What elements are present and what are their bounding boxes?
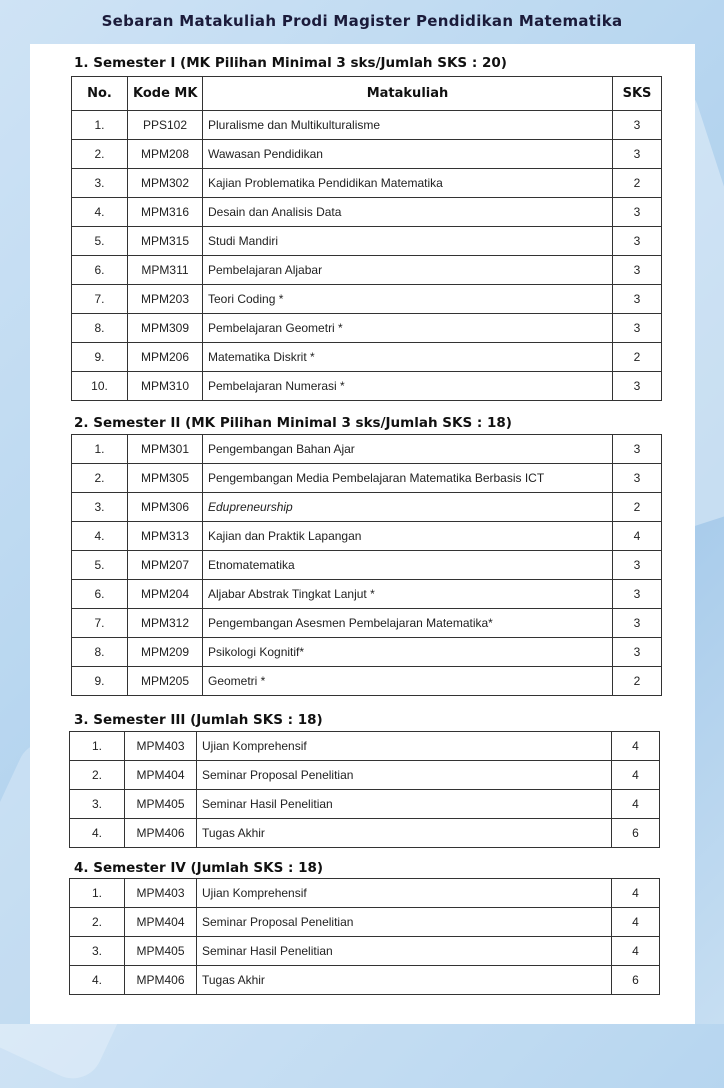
semester-4-title: 4. Semester IV (Jumlah SKS : 18): [74, 860, 324, 876]
semester-4-table: [69, 878, 660, 995]
row-matakuliah: Kajian dan Praktik Lapangan: [203, 522, 613, 551]
row-sks: 4: [612, 761, 660, 790]
row-no: 5.: [72, 551, 128, 580]
row-sks: 4: [612, 879, 660, 908]
row-no: 2.: [70, 908, 125, 937]
row-matakuliah: Teori Coding *: [203, 285, 613, 314]
row-kode: MPM305: [128, 464, 203, 493]
row-sks: 3: [613, 638, 662, 667]
row-no: 3.: [70, 790, 125, 819]
row-no: 1.: [70, 879, 125, 908]
table-row: [70, 819, 660, 848]
row-kode: MPM313: [128, 522, 203, 551]
table-row: [72, 551, 662, 580]
row-sks: 3: [613, 111, 662, 140]
row-kode: MPM312: [128, 609, 203, 638]
row-sks: 2: [613, 169, 662, 198]
semester-3-title: 3. Semester III (Jumlah SKS : 18): [74, 712, 323, 728]
row-matakuliah: Seminar Hasil Penelitian: [197, 937, 612, 966]
table-row: [72, 580, 662, 609]
row-sks: 3: [613, 609, 662, 638]
semester-2-table: [71, 434, 662, 696]
row-sks: 3: [613, 314, 662, 343]
row-matakuliah: Etnomatematika: [203, 551, 613, 580]
row-matakuliah: Seminar Proposal Penelitian: [197, 761, 612, 790]
semester-1-table: [71, 76, 662, 401]
row-sks: 6: [612, 819, 660, 848]
semester-2-title: 2. Semester II (MK Pilihan Minimal 3 sks/Jumlah SKS : 18): [74, 415, 512, 431]
row-matakuliah: Desain dan Analisis Data: [203, 198, 613, 227]
page-title: Sebaran Matakuliah Prodi Magister Pendidikan Matematika: [101, 12, 623, 30]
row-kode: MPM203: [128, 285, 203, 314]
row-no: 7.: [72, 609, 128, 638]
row-kode: PPS102: [128, 111, 203, 140]
table-row: [72, 667, 662, 696]
row-sks: 3: [613, 256, 662, 285]
row-matakuliah: Pembelajaran Numerasi *: [203, 372, 613, 401]
row-matakuliah: Matematika Diskrit *: [203, 343, 613, 372]
row-no: 9.: [72, 667, 128, 696]
row-no: 6.: [72, 580, 128, 609]
row-matakuliah: Ujian Komprehensif: [197, 879, 612, 908]
row-matakuliah: Seminar Proposal Penelitian: [197, 908, 612, 937]
row-matakuliah: Seminar Hasil Penelitian: [197, 790, 612, 819]
row-matakuliah: Wawasan Pendidikan: [203, 140, 613, 169]
header-matakuliah: Matakuliah: [203, 77, 613, 111]
table-row: [72, 140, 662, 169]
row-sks: 3: [613, 227, 662, 256]
row-sks: 3: [613, 372, 662, 401]
row-matakuliah: Pembelajaran Geometri *: [203, 314, 613, 343]
row-kode: MPM209: [128, 638, 203, 667]
row-no: 9.: [72, 343, 128, 372]
row-no: 1.: [72, 111, 128, 140]
row-no: 3.: [72, 493, 128, 522]
row-sks: 3: [613, 464, 662, 493]
row-matakuliah: Studi Mandiri: [203, 227, 613, 256]
row-kode: MPM306: [128, 493, 203, 522]
row-no: 1.: [70, 732, 125, 761]
row-no: 6.: [72, 256, 128, 285]
header-no: No.: [72, 77, 128, 111]
table-row: [70, 908, 660, 937]
row-matakuliah: Ujian Komprehensif: [197, 732, 612, 761]
row-kode: MPM302: [128, 169, 203, 198]
table-row: [72, 169, 662, 198]
row-no: 3.: [72, 169, 128, 198]
row-sks: 3: [613, 198, 662, 227]
row-no: 4.: [72, 522, 128, 551]
table-row: [72, 435, 662, 464]
table-row: [72, 198, 662, 227]
table-row: [72, 522, 662, 551]
row-sks: 2: [613, 343, 662, 372]
row-kode: MPM404: [125, 908, 197, 937]
table-row: [72, 343, 662, 372]
row-sks: 6: [612, 966, 660, 995]
row-no: 2.: [70, 761, 125, 790]
row-kode: MPM208: [128, 140, 203, 169]
row-matakuliah: Pengembangan Asesmen Pembelajaran Matematika*: [203, 609, 613, 638]
row-kode: MPM405: [125, 790, 197, 819]
row-no: 4.: [70, 966, 125, 995]
row-no: 8.: [72, 638, 128, 667]
row-matakuliah: Pengembangan Media Pembelajaran Matematika Berbasis ICT: [203, 464, 613, 493]
row-kode: MPM406: [125, 819, 197, 848]
row-kode: MPM316: [128, 198, 203, 227]
table-row: [72, 493, 662, 522]
row-kode: MPM311: [128, 256, 203, 285]
row-kode: MPM301: [128, 435, 203, 464]
row-sks: 2: [613, 493, 662, 522]
row-no: 8.: [72, 314, 128, 343]
table-row: [72, 285, 662, 314]
row-no: 7.: [72, 285, 128, 314]
row-kode: MPM406: [125, 966, 197, 995]
row-sks: 4: [612, 732, 660, 761]
table-row: [70, 761, 660, 790]
row-sks: 4: [612, 790, 660, 819]
table-row: [72, 372, 662, 401]
row-matakuliah: Kajian Problematika Pendidikan Matematika: [203, 169, 613, 198]
row-kode: MPM405: [125, 937, 197, 966]
table-row: [72, 111, 662, 140]
table-header-row: [72, 77, 662, 111]
row-kode: MPM404: [125, 761, 197, 790]
row-sks: 3: [613, 140, 662, 169]
row-kode: MPM204: [128, 580, 203, 609]
row-no: 10.: [72, 372, 128, 401]
row-no: 3.: [70, 937, 125, 966]
table-row: [72, 256, 662, 285]
row-no: 4.: [70, 819, 125, 848]
row-no: 1.: [72, 435, 128, 464]
row-matakuliah: Tugas Akhir: [197, 819, 612, 848]
row-matakuliah: Aljabar Abstrak Tingkat Lanjut *: [203, 580, 613, 609]
table-row: [72, 609, 662, 638]
header-kode: Kode MK: [128, 77, 203, 111]
row-no: 2.: [72, 140, 128, 169]
row-kode: MPM403: [125, 879, 197, 908]
row-sks: 3: [613, 435, 662, 464]
table-row: [70, 879, 660, 908]
row-kode: MPM206: [128, 343, 203, 372]
semester-3-table: [69, 731, 660, 848]
table-row: [72, 638, 662, 667]
row-matakuliah: Tugas Akhir: [197, 966, 612, 995]
table-row: [72, 314, 662, 343]
row-no: 5.: [72, 227, 128, 256]
table-row: [70, 966, 660, 995]
row-no: 4.: [72, 198, 128, 227]
semester-1-title: 1. Semester I (MK Pilihan Minimal 3 sks/Jumlah SKS : 20): [74, 55, 507, 71]
row-sks: 4: [613, 522, 662, 551]
row-matakuliah: Pengembangan Bahan Ajar: [203, 435, 613, 464]
row-kode: MPM310: [128, 372, 203, 401]
row-kode: MPM207: [128, 551, 203, 580]
row-sks: 3: [613, 551, 662, 580]
row-sks: 3: [613, 580, 662, 609]
row-matakuliah: Pluralisme dan Multikulturalisme: [203, 111, 613, 140]
row-kode: MPM309: [128, 314, 203, 343]
row-matakuliah: Psikologi Kognitif*: [203, 638, 613, 667]
table-row: [70, 937, 660, 966]
row-matakuliah: Pembelajaran Aljabar: [203, 256, 613, 285]
row-kode: MPM205: [128, 667, 203, 696]
row-no: 2.: [72, 464, 128, 493]
row-kode: MPM315: [128, 227, 203, 256]
table-row: [70, 790, 660, 819]
row-sks: 2: [613, 667, 662, 696]
row-matakuliah: Edupreneurship: [203, 493, 613, 522]
table-row: [72, 464, 662, 493]
table-row: [70, 732, 660, 761]
table-row: [72, 227, 662, 256]
row-matakuliah: Geometri *: [203, 667, 613, 696]
row-kode: MPM403: [125, 732, 197, 761]
header-sks: SKS: [613, 77, 662, 111]
row-sks: 4: [612, 937, 660, 966]
row-sks: 3: [613, 285, 662, 314]
row-sks: 4: [612, 908, 660, 937]
